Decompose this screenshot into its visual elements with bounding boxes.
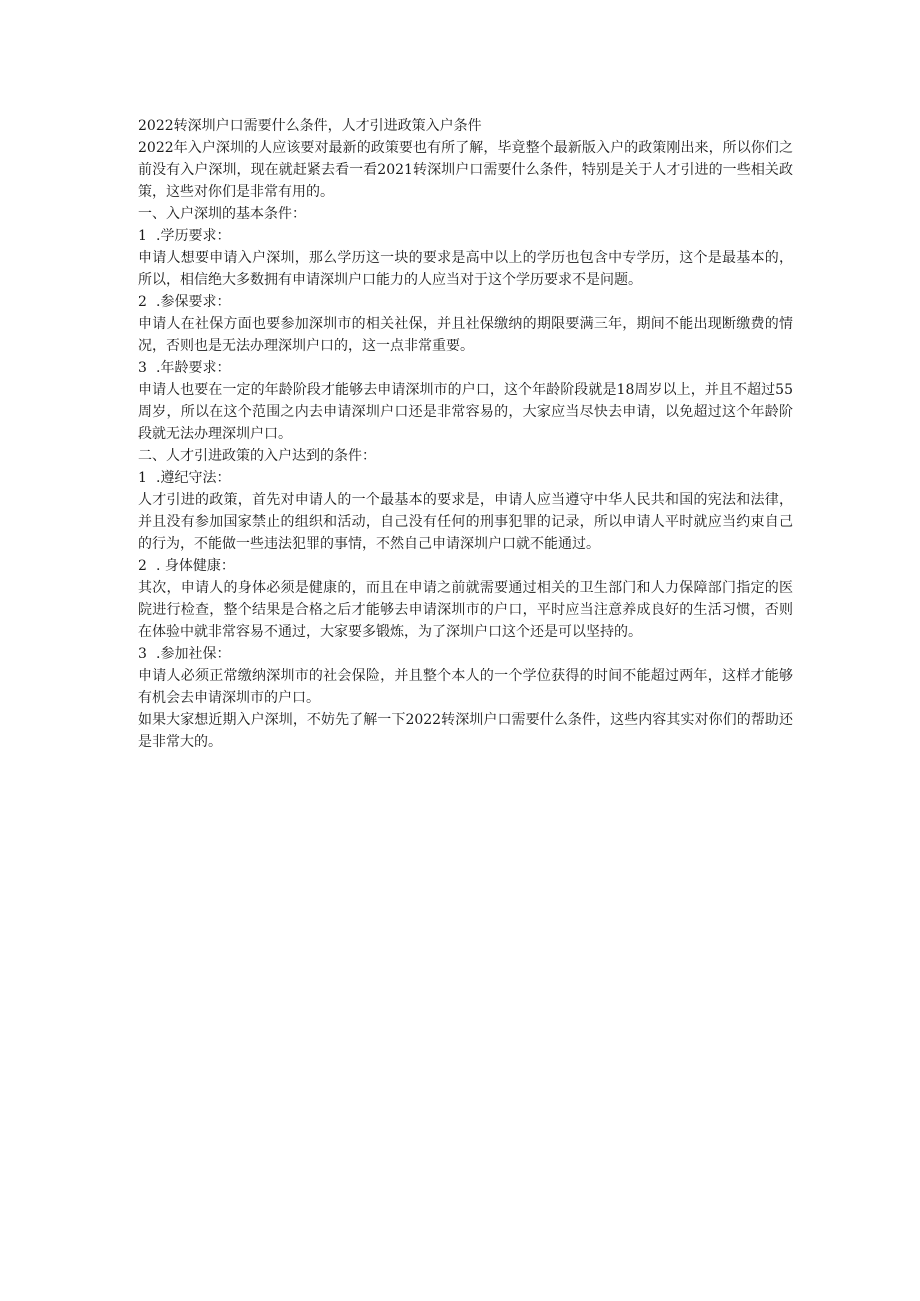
section-2-item-1-text: 人才引进的政策，首先对申请人的一个最基本的要求是，申请人应当遵守中华人民共和国的宪法和法律，并且没有参加国家禁止的组织和活动，自己没有任何的刑事犯罪的记录，所以申请人平时就应当约束自己的行为，不能做一些违法犯罪的事情，不然自己申请深圳户口就不能通过。: [138, 492, 793, 552]
section-1-heading: 一、入户深圳的基本条件：: [138, 206, 306, 222]
item-number: 1: [138, 228, 147, 244]
section-1-item-1-label: [138, 225, 793, 247]
document-body: [138, 115, 793, 753]
section-2-heading: 二、人才引进政策的入户达到的条件：: [138, 448, 376, 464]
item-label: .学历要求：: [156, 228, 231, 244]
item-number: 3: [138, 646, 147, 662]
section-2-item-3-label: [138, 643, 793, 665]
section-1-item-2-text: 申请人在社保方面也要参加深圳市的相关社保，并且社保缴纳的期限要满三年，期间不能出现断缴费的情况，否则也是无法办理深圳户口的，这一点非常重要。: [138, 316, 793, 354]
item-label: .参加社保：: [156, 646, 231, 662]
section-2-item-1-label: [138, 467, 793, 489]
section-2-item-2-text: 其次，申请人的身体必须是健康的，而且在申请之前就需要通过相关的卫生部门和人力保障部门指定的医院进行检查，整个结果是合格之后才能够去申请深圳市的户口，平时应当注意养成良好的生活习惯，否则在体验中就非常容易不通过，大家要多锻炼，为了深圳户口这个还是可以坚持的。: [138, 580, 793, 640]
intro-paragraph: 2022年入户深圳的人应该要对最新的政策要也有所了解，毕竟整个最新版入户的政策刚出来，所以你们之前没有入户深圳，现在就赶紧去看一看2021转深圳户口需要什么条件，特别是关于人才引进的一些相关政策，这些对你们是非常有用的。: [138, 140, 793, 200]
item-label: .年龄要求：: [156, 360, 231, 376]
section-1-item-2-label: [138, 291, 793, 313]
section-2-item-2-label: [138, 555, 793, 577]
item-number: 3: [138, 360, 147, 376]
document-title: 2022转深圳户口需要什么条件，人才引进政策入户条件: [138, 118, 482, 134]
section-1-item-3-text: 申请人也要在一定的年龄阶段才能够去申请深圳市的户口，这个年龄阶段就是18周岁以上，并且不超过55周岁，所以在这个范围之内去申请深圳户口还是非常容易的，大家应当尽快去申请，以免超过这个年龄阶段就无法办理深圳户口。: [138, 382, 793, 442]
section-1-item-3-label: [138, 357, 793, 379]
item-label: .参保要求：: [156, 294, 231, 310]
closing-paragraph: 如果大家想近期入户深圳，不妨先了解一下2022转深圳户口需要什么条件，这些内容其实对你们的帮助还是非常大的。: [138, 712, 793, 750]
item-number: 2: [138, 294, 147, 310]
item-number: 1: [138, 470, 147, 486]
item-label: . 身体健康：: [156, 558, 235, 574]
item-number: 2: [138, 558, 147, 574]
section-2-item-3-text: 申请人必须正常缴纳深圳市的社会保险，并且整个本人的一个学位获得的时间不能超过两年，这样才能够有机会去申请深圳市的户口。: [138, 668, 793, 706]
section-1-item-1-text: 申请人想要申请入户深圳，那么学历这一块的要求是高中以上的学历也包含中专学历，这个是最基本的，所以，相信绝大多数拥有申请深圳户口能力的人应当对于这个学历要求不是问题。: [138, 250, 793, 288]
item-label: .遵纪守法：: [156, 470, 231, 486]
